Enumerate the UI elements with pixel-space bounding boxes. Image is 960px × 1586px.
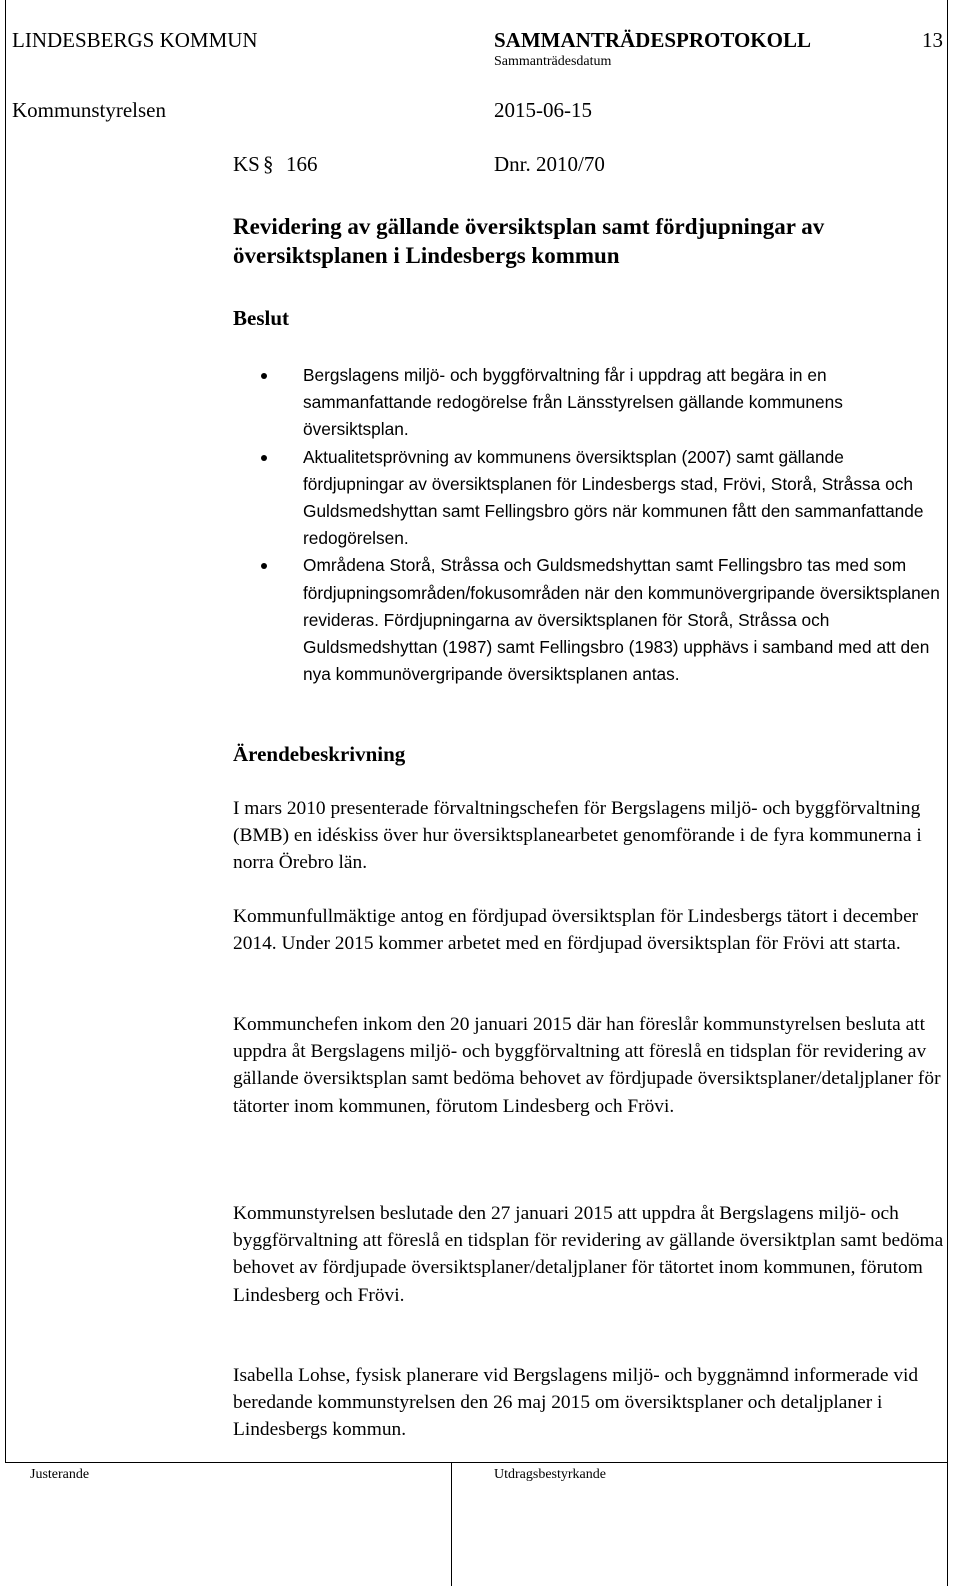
signing-label: Justerande (30, 1467, 90, 1482)
left-border-line (5, 0, 6, 1462)
description-heading: Ärendebeskrivning (233, 742, 406, 766)
committee-name: Kommunstyrelsen (12, 98, 166, 122)
extract-certification-label: Utdragsbestyrkande (494, 1467, 606, 1482)
page-number: 13 (922, 28, 943, 52)
decision-bullet (258, 552, 948, 688)
description-paragraph-5: Isabella Lohse, fysisk planerare vid Bergslagens miljö- och byggnämnd informerade vid beredande kommunstyrelsen den 26 maj 2015 om översiktsplaner och detaljplaner i Lindesbergs kommun. (233, 1365, 919, 1441)
decision-bullet (258, 362, 948, 444)
description-paragraph-3: Kommunchefen inkom den 20 januari 2015 där han föreslår kommunstyrelsen besluta att uppdra åt Bergslagens miljö- och byggförvaltning att föreslå en tidsplan för revidering av gällande översiktsplan samt bedöma behovet av fördjupade översiktsplaner/detaljplaner för tätorter inom kommunen, förutom Lindesberg och Frövi. (233, 1014, 941, 1117)
footer-divider (5, 1462, 948, 1463)
section-symbol: § (263, 152, 274, 176)
meeting-date: 2015-06-15 (494, 98, 592, 122)
bullet-dot-icon (261, 455, 267, 461)
decision-bullet (258, 444, 948, 553)
decision-bullet-text: Bergslagens miljö- och byggförvaltning får i uppdrag att begära in en sammanfattande redogörelse från Länsstyrelsen gällande kommunens översiktsplan. (303, 365, 843, 440)
title-line-1: Revidering av gällande översiktsplan samt fördjupningar av (233, 214, 825, 239)
meeting-date-label: Sammanträdesdatum (494, 54, 612, 69)
right-border-line (947, 0, 948, 1586)
municipality-name: LINDESBERGS KOMMUN (12, 28, 258, 52)
decision-bullet-list (258, 362, 948, 688)
footer-column-divider (451, 1462, 452, 1586)
title-line-2: översiktsplanen i Lindesbergs kommun (233, 243, 620, 268)
document-type: SAMMANTRÄDESPROTOKOLL (494, 28, 811, 52)
diary-number: Dnr. 2010/70 (494, 152, 605, 176)
description-paragraph-2: Kommunfullmäktige antog en fördjupad översiktsplan för Lindesbergs tätort i december 2014. Under 2015 kommer arbetet med en fördjupad översiktsplan för Frövi att starta. (233, 906, 919, 955)
bullet-dot-icon (261, 563, 267, 569)
case-ks-label: KS (233, 152, 260, 176)
decision-heading: Beslut (233, 306, 290, 330)
decision-bullet-text: Områdena Storå, Stråssa och Guldsmedshyttan samt Fellingsbro tas med som fördjupningsområden/fokusområden när den kommunövergripande översiktsplanen revideras. Fördjupningarna av översiktsplanen för Storå, Stråssa och Guldsmedshyttan (1987) samt Fellingsbro (1983) upphävs i samband med att den nya kommunövergripande översiktsplanen antas. (303, 555, 940, 685)
description-paragraph-4: Kommunstyrelsen beslutade den 27 januari 2015 att uppdra åt Bergslagens miljö- och byggförvaltning att föreslå en tidsplan för revidering av gällande översiktplan samt bedöma behovet av fördjupade översiktsplaner/detaljplaner för tätortet inom kommunen, förutom Lindesberg och Frövi. (233, 1203, 944, 1306)
description-paragraph-1: I mars 2010 presenterade förvaltningschefen för Bergslagens miljö- och byggförvaltning (BMB) en idéskiss över hur översiktsplanearbetet genomförande i de fyra kommunerna i norra Örebro län. (233, 798, 922, 874)
bullet-dot-icon (261, 373, 267, 379)
decision-bullet-text: Aktualitetsprövning av kommunens översiktsplan (2007) samt gällande fördjupningar av översiktsplanen för Lindesbergs stad, Frövi, Storå, Stråssa och Guldsmedshyttan samt Fellingsbro görs när kommunen fått den sammanfattande redogörelsen. (303, 446, 924, 549)
case-number: 166 (286, 152, 318, 176)
